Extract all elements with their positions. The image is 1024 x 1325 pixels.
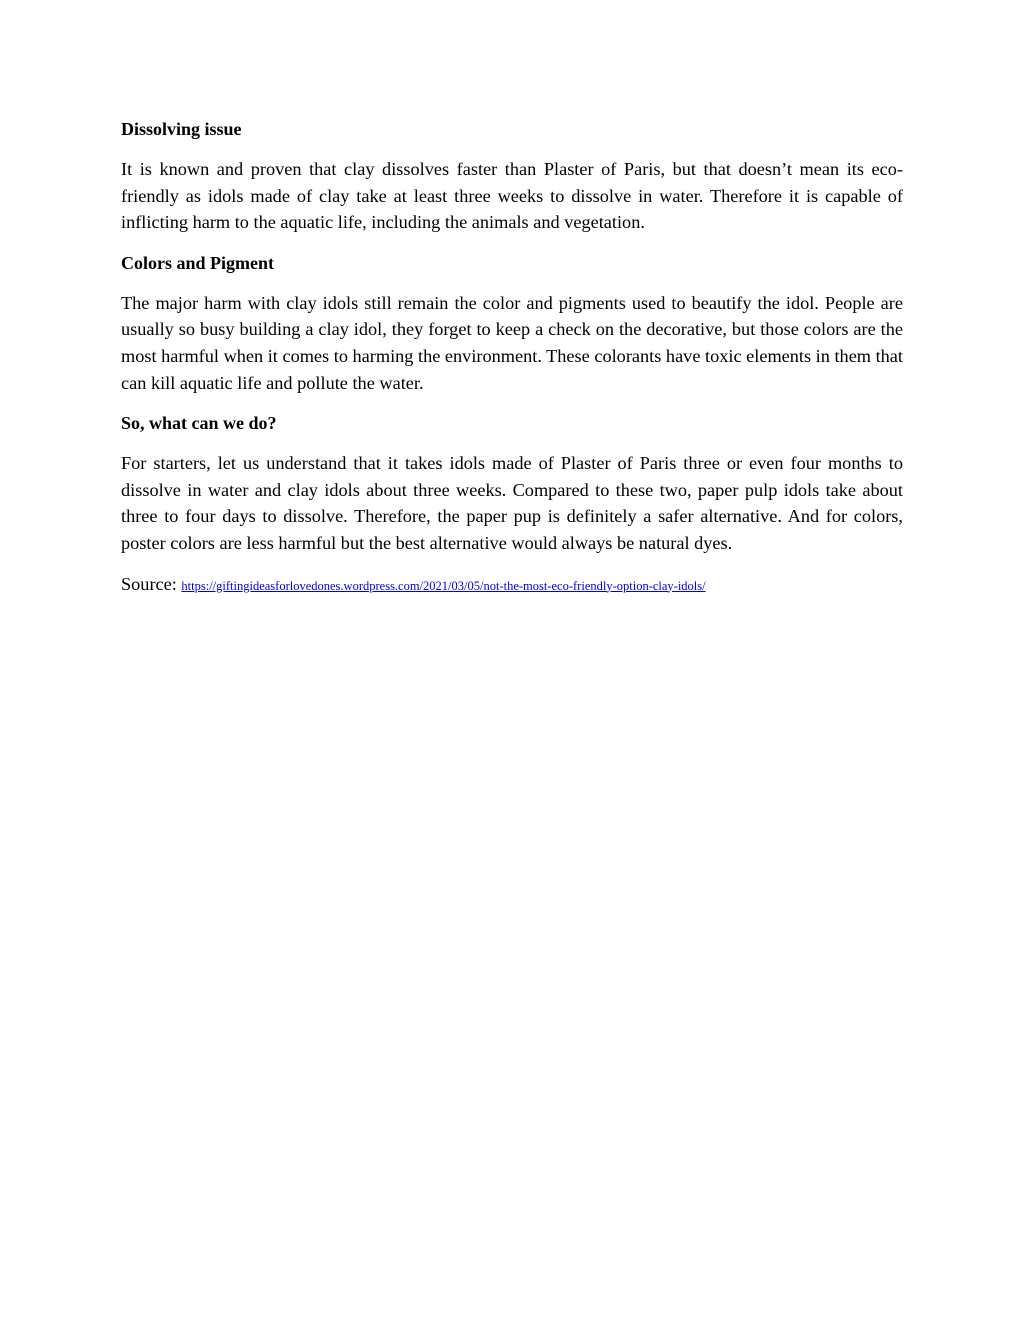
source-link[interactable]: https://giftingideasforlovedones.wordpress.com/2021/03/05/not-the-most-eco-friendly-option-clay-idols/ bbox=[181, 578, 706, 593]
document-page bbox=[121, 116, 903, 599]
section-paragraph: The major harm with clay idols still remain the color and pigments used to beautify the idol. People are usually so busy building a clay idol, they forget to keep a check on the decorative, but those colors are the most harmful when it comes to harming the environment. These colorants have toxic elements in them that can kill aquatic life and pollute the water. bbox=[121, 292, 904, 393]
section-what-can-we-do bbox=[121, 410, 903, 556]
source-line bbox=[121, 571, 903, 599]
section-dissolving-issue bbox=[121, 116, 903, 236]
section-colors-and-pigment bbox=[121, 250, 903, 396]
section-heading: Colors and Pigment bbox=[121, 252, 274, 273]
section-paragraph: For starters, let us understand that it takes idols made of Plaster of Paris three or even four months to dissolve in water and clay idols about three weeks. Compared to these two, paper pulp idols take about three to four days to dissolve. Therefore, the paper pup is definitely a safer alternative. And for colors, poster colors are less harmful but the best alternative would always be natural dyes. bbox=[121, 453, 903, 553]
section-heading: Dissolving issue bbox=[121, 119, 242, 139]
source-label: Source: bbox=[121, 573, 177, 594]
section-heading: So, what can we do? bbox=[121, 413, 277, 434]
section-paragraph: It is known and proven that clay dissolves faster than Plaster of Paris, but that doesn’t mean its eco-friendly as idols made of clay take at least three weeks to dissolve in water. Therefore it is capable of inflicting harm to the aquatic life, including the animals and vegetation. bbox=[121, 159, 903, 233]
